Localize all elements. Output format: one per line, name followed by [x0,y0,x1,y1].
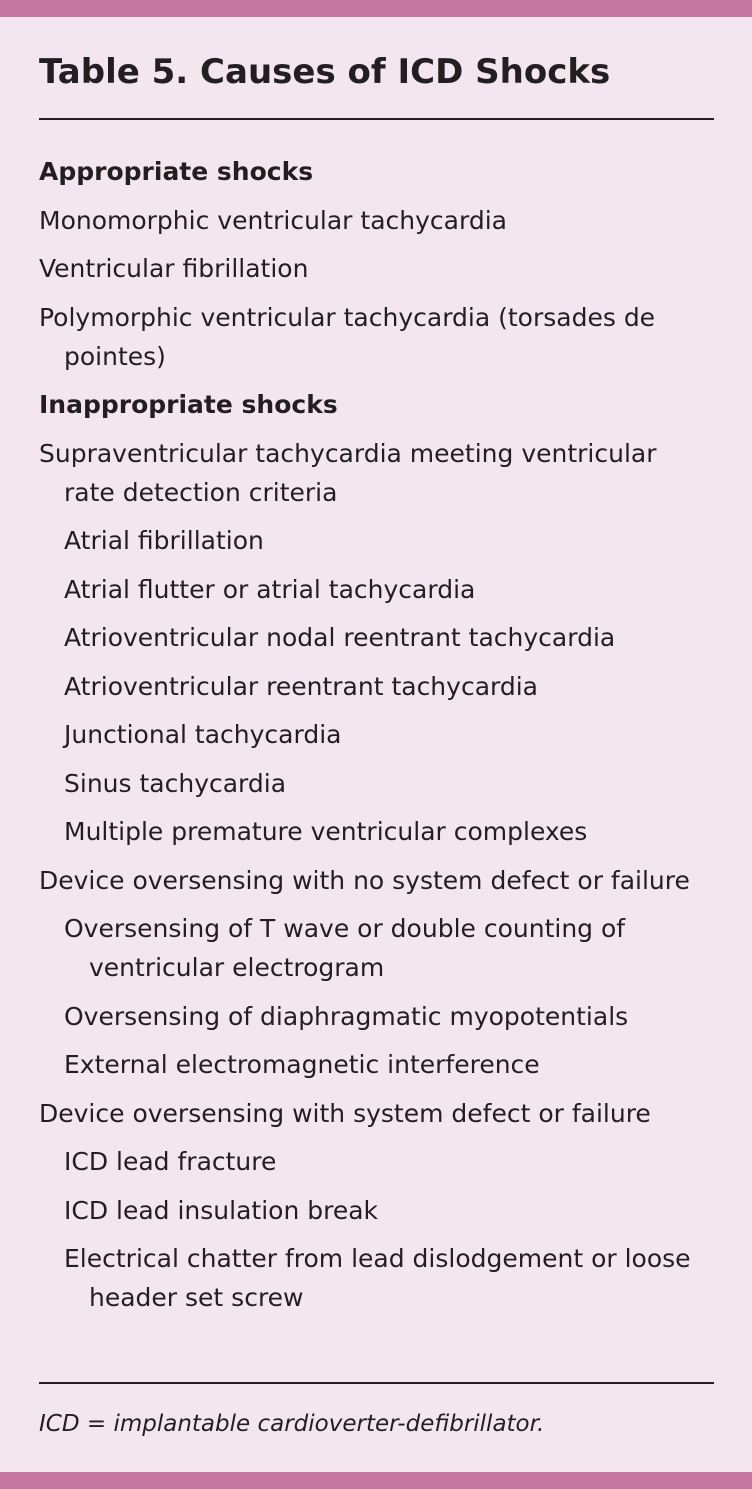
sub-list-item: Sinus tachycardia [64,768,287,798]
causes-list [39,152,714,1327]
sub-list-item: Oversensing of T wave or double counting of ventricular electrogram [64,914,626,982]
list-item: Ventricular fibrillation [39,254,309,283]
sub-list-item: ICD lead fracture [64,1147,277,1176]
sub-list-item: Electrical chatter from lead dislodgement or loose header set screw [64,1244,691,1312]
table-title: Table 5. Causes of ICD Shocks [39,52,611,92]
sub-list-item: Atrioventricular reentrant tachycardia [64,671,538,701]
list-item: Device oversensing with no system defect or failure [39,865,690,895]
bottom-accent-bar [0,1472,752,1489]
list-item: Device oversensing with system defect or failure [39,1098,651,1128]
sub-list-item: Atrial fibrillation [64,526,264,555]
section-heading: Appropriate shocks [39,157,314,186]
sub-list-item: Atrioventricular nodal reentrant tachycardia [64,623,616,652]
footnote: ICD = implantable cardioverter-defibrillator. [39,1411,545,1437]
sub-list-item: Oversensing of diaphragmatic myopotentials [64,1001,629,1031]
sub-list-item: External electromagnetic interference [64,1050,540,1079]
sub-list-item: Multiple premature ventricular complexes [64,817,588,846]
list-item: Supraventricular tachycardia meeting ventricular rate detection criteria [39,438,657,507]
section-heading: Inappropriate shocks [39,390,338,419]
title-divider [39,118,714,120]
footnote-divider [39,1382,714,1384]
sub-list-item: ICD lead insulation break [64,1195,379,1225]
top-accent-bar [0,0,752,17]
list-item: Monomorphic ventricular tachycardia [39,205,507,235]
sub-list-item: Atrial flutter or atrial tachycardia [64,574,476,604]
sub-list-item: Junctional tachycardia [64,720,342,749]
list-item: Polymorphic ventricular tachycardia (torsades de pointes) [39,302,656,371]
